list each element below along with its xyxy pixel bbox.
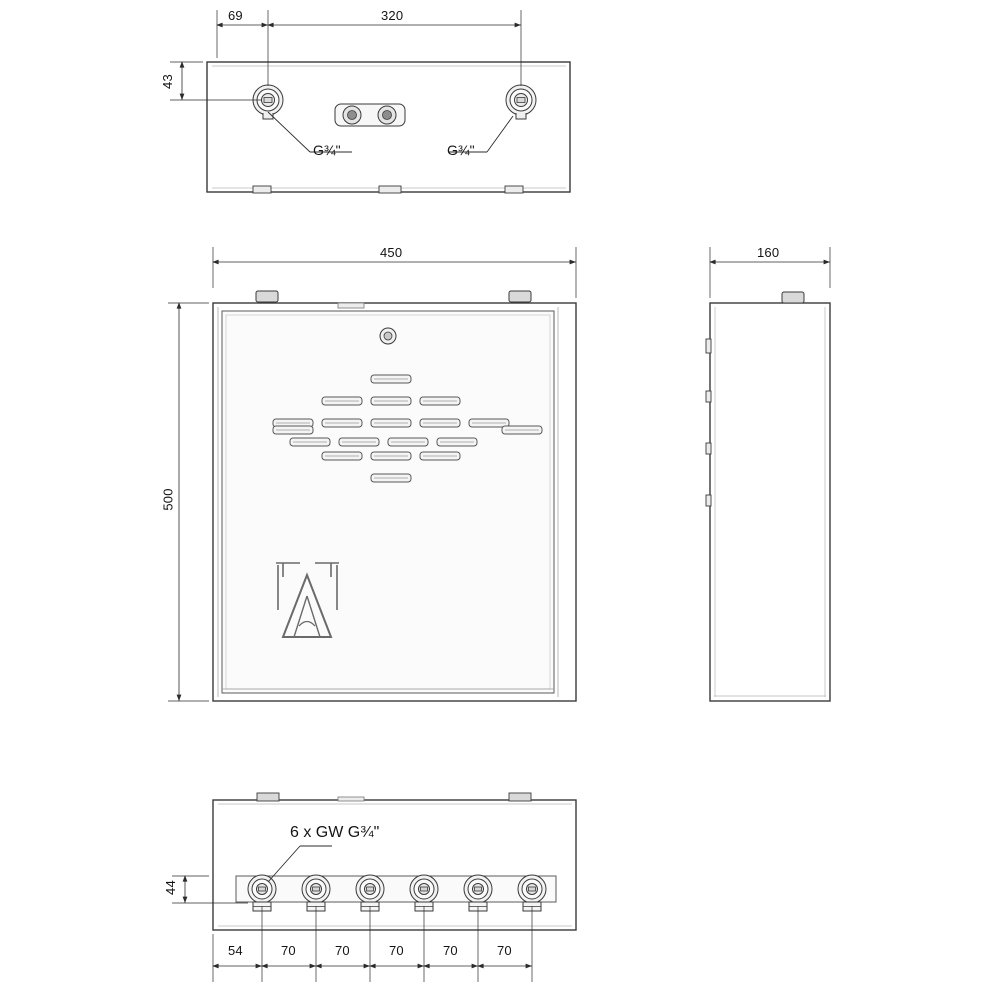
callout-bottom-threads: 6 x GW G¾" — [290, 824, 380, 841]
dimension-front-450: 450 — [380, 245, 403, 260]
dimension-bottom-70-4: 70 — [443, 943, 458, 958]
dimension-bottom-44: 44 — [162, 880, 178, 895]
dimension-top-43: 43 — [159, 74, 175, 89]
dimension-bottom-70-2: 70 — [335, 943, 350, 958]
dimension-bottom-70-3: 70 — [389, 943, 404, 958]
callout-top-right-thread: G¾" — [447, 142, 475, 158]
front-view-geometry — [213, 291, 576, 701]
dimension-front-500: 500 — [160, 488, 176, 511]
dimension-top-69: 69 — [228, 8, 243, 23]
side-view-geometry — [706, 292, 830, 701]
dimension-bottom-70-1: 70 — [281, 943, 296, 958]
top-view-geometry — [207, 62, 570, 193]
dimension-bottom-70-5: 70 — [497, 943, 512, 958]
callout-top-left-thread: G¾" — [313, 142, 341, 158]
dimension-bottom-54: 54 — [228, 943, 243, 958]
bottom-view-geometry — [213, 793, 576, 930]
dimension-top-320: 320 — [381, 8, 404, 23]
dimension-side-160: 160 — [757, 245, 780, 260]
